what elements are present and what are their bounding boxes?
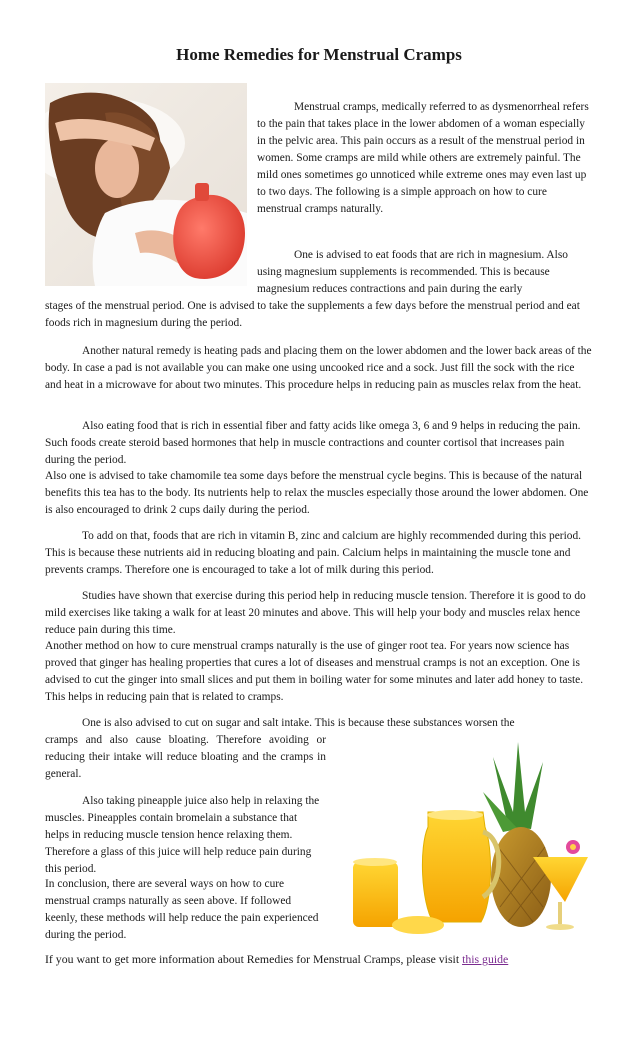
exercise-paragraph (45, 588, 593, 639)
guide-link[interactable]: this guide (462, 952, 509, 966)
sugar-salt-text-top: One is also advised to cut on sugar and salt intake. This is because these substances worsen the (82, 717, 515, 729)
woman-hot-water-bottle-image (45, 83, 247, 286)
fiber-text: Also eating food that is rich in essential fiber and fatty acids like omega 3, 6 and 9 helps in reducing the pain. Such foods create steroid based hormones that help in muscle contractions and counter cortisol that increases pain during the period. (45, 420, 581, 466)
fiber-paragraph (45, 418, 593, 469)
vitamin-paragraph (45, 528, 593, 579)
magnesium-paragraph-top (257, 247, 593, 298)
vitamin-text: To add on that, foods that are rich in vitamin B, zinc and calcium are highly recommended during this period. This is because these nutrients aid in reducing bloating and pain. Calcium helps in maintaining the muscle tone and prevents cramps. Therefore one is encouraged to take a lot of milk during this period. (45, 530, 581, 576)
pineapple-paragraph (45, 793, 323, 878)
ginger-paragraph: Another method on how to cure menstrual cramps naturally is the use of ginger root tea. For years now science has proved that ginger has healing properties that cures a lot of diseases and menstrual cramps is not an exception. One is advised to cut the ginger into small slices and put them in boiling water for some minutes and later add honey to taste. This helps in reducing pain that is related to cramps. (45, 640, 584, 703)
exercise-text: Studies have shown that exercise during this period help in reducing muscle tension. Therefore it is good to do mild exercises like taking a walk for at least 20 minutes and above. This will help your body and muscles relax hence reduce pain during this time. (45, 590, 586, 636)
magnesium-text-top: One is advised to eat foods that are rich in magnesium. Also using magnesium supplements is recommended. This is because magnesium reduces contractions and pain during the early (257, 249, 568, 295)
document-title: Home Remedies for Menstrual Cramps (176, 45, 462, 64)
intro-text: Menstrual cramps, medically referred to as dysmenorrheal refers to the pain that takes place in the lower abdomen of a woman especially in the pelvic area. This pain occurs as a result of the menstrual period in women. Some cramps are mild while others are extremely painful. The mild ones sometimes go unnoticed while extreme ones may even last up to two days. The following is a simple approach on how to cure menstrual cramps naturally. (257, 101, 589, 215)
intro-paragraph (257, 99, 593, 218)
conclusion-paragraph: In conclusion, there are several ways on how to cure menstrual cramps naturally as seen above. If followed keenly, these methods will help reduce the pain experienced during the period. (45, 878, 319, 941)
closing-text: If you want to get more information about Remedies for Menstrual Cramps, please visit (45, 952, 463, 966)
sugar-salt-paragraph-top (45, 715, 593, 732)
heating-pad-paragraph (45, 343, 593, 394)
heating-pad-text: Another natural remedy is heating pads and placing them on the lower abdomen and the lower back areas of the body. In case a pad is not available you can make one using uncooked rice and a sock. Just fill the sock with the rice and heat in a microwave for about two minutes. This procedure helps in reducing pain as muscles relax from the heat. (45, 345, 592, 391)
pineapple-juice-image (333, 737, 593, 936)
magnesium-paragraph-rest: stages of the menstrual period. One is advised to take the supplements a few days before the menstrual period and eat foods rich in magnesium during the period. (45, 300, 580, 329)
pineapple-text: Also taking pineapple juice also help in relaxing the muscles. Pineapples contain bromelain a substance that helps in reducing muscle tension hence relaxing them. Therefore a glass of this juice will help reduce pain during this period. (45, 795, 320, 875)
closing-line (45, 951, 593, 968)
chamomile-paragraph: Also one is advised to take chamomile tea some days before the menstrual cycle begins. This is because of the natural benefits this tea has to the body. Its nutrients help to relax the muscles especially those around the lower abdomen. One is also encouraged to drink 2 cups daily during the period. (45, 470, 589, 516)
sugar-salt-paragraph-rest: cramps and also cause bloating. Therefore avoiding or reducing their intake will reduce bloating and the cramps in general. (45, 734, 326, 780)
